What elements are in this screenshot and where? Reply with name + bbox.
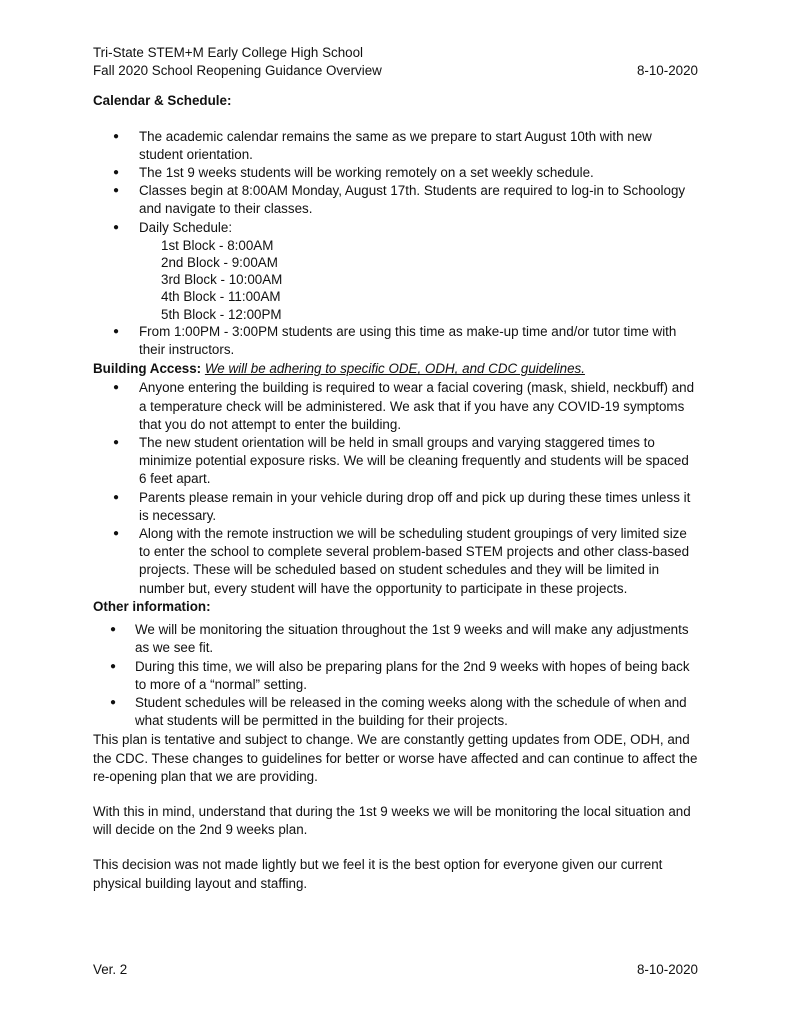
document-page [93, 44, 698, 893]
schedule-block: 2nd Block - 9:00AM [161, 255, 278, 271]
other-heading: Other information: [93, 598, 211, 614]
daily-schedule [139, 237, 698, 323]
list-item: ● Parents please remain in your vehicle during drop off and pick up during these times unless it is necessary. [93, 489, 698, 525]
header-title: Fall 2020 School Reopening Guidance Overview [93, 63, 382, 79]
header-date: 8-10-2020 [636, 63, 698, 79]
building-access-note: We will be adhering to specific ODE, ODH, and CDC guidelines. [204, 361, 585, 377]
footer-date: 8-10-2020 [636, 962, 698, 977]
spacer [93, 786, 698, 803]
list-item: ● From 1:00PM - 3:00PM students are using this time as make-up time and/or tutor time with their instructors. [93, 323, 698, 359]
list-item: ● During this time, we will also be preparing plans for the 2nd 9 weeks with hopes of being back to more of a “normal” setting. [93, 658, 698, 694]
list-item: ● Classes begin at 8:00AM Monday, August 17th. Students are required to log-in to Schoology and navigate to their classes. [93, 182, 698, 218]
footer-version: Ver. 2 [93, 962, 128, 977]
schedule-block: 1st Block - 8:00AM [161, 237, 274, 253]
building-access-heading: Building Access: [93, 361, 202, 377]
schedule-block: 5th Block - 12:00PM [161, 306, 282, 322]
list-item: ● The academic calendar remains the same as we prepare to start August 10th with new student orientation. [93, 128, 698, 164]
list-item [93, 219, 698, 323]
paragraph: This plan is tentative and subject to change. We are constantly getting updates from ODE, ODH, and the CDC. These changes to guidelines for better or worse have affected and can continue to affect the re-opening plan that we are providing. [93, 732, 698, 784]
schedule-block: 3rd Block - 10:00AM [161, 272, 283, 288]
paragraph: With this in mind, understand that during the 1st 9 weeks we will be monitoring the local situation and will decide on the 2nd 9 weeks plan. [93, 803, 691, 838]
daily-schedule-label: Daily Schedule: [139, 219, 233, 235]
list-item: ● The new student orientation will be held in small groups and varying staggered times to minimize potential exposure risks. We will be cleaning frequently and students will be spaced 6 feet apart. [93, 434, 698, 489]
spacer [93, 839, 698, 856]
other-list [93, 621, 698, 730]
header-school: Tri-State STEM+M Early College High School [93, 45, 364, 60]
header-title-line [93, 62, 698, 80]
paragraph: This decision was not made lightly but we feel it is the best option for everyone given our current physical building layout and staffing. [93, 857, 663, 891]
page-footer [93, 962, 698, 977]
calendar-list [93, 128, 698, 360]
building-access-line [93, 360, 698, 378]
list-item: ● Along with the remote instruction we will be scheduling student groupings of very limited size to enter the school to complete several problem-based STEM projects and other class-based projects. These will be scheduled based on student schedules and they will be limited in number but, every student will have the opportunity to participate in these projects. [93, 525, 698, 598]
list-item: ● The 1st 9 weeks students will be working remotely on a set weekly schedule. [93, 164, 698, 182]
list-item: ● Student schedules will be released in the coming weeks along with the schedule of when and what students will be permitted in the building for their projects. [93, 694, 698, 730]
list-item: ● Anyone entering the building is required to wear a facial covering (mask, shield, neckbuff) and a temperature check will be administered. We ask that if you have any COVID-19 symptoms that you do not attempt to enter the building. [93, 379, 698, 434]
schedule-block: 4th Block - 11:00AM [161, 289, 281, 305]
building-list [93, 379, 698, 597]
calendar-heading: Calendar & Schedule: [93, 93, 232, 109]
list-item: ● We will be monitoring the situation throughout the 1st 9 weeks and will make any adjustments as we see fit. [93, 621, 698, 657]
